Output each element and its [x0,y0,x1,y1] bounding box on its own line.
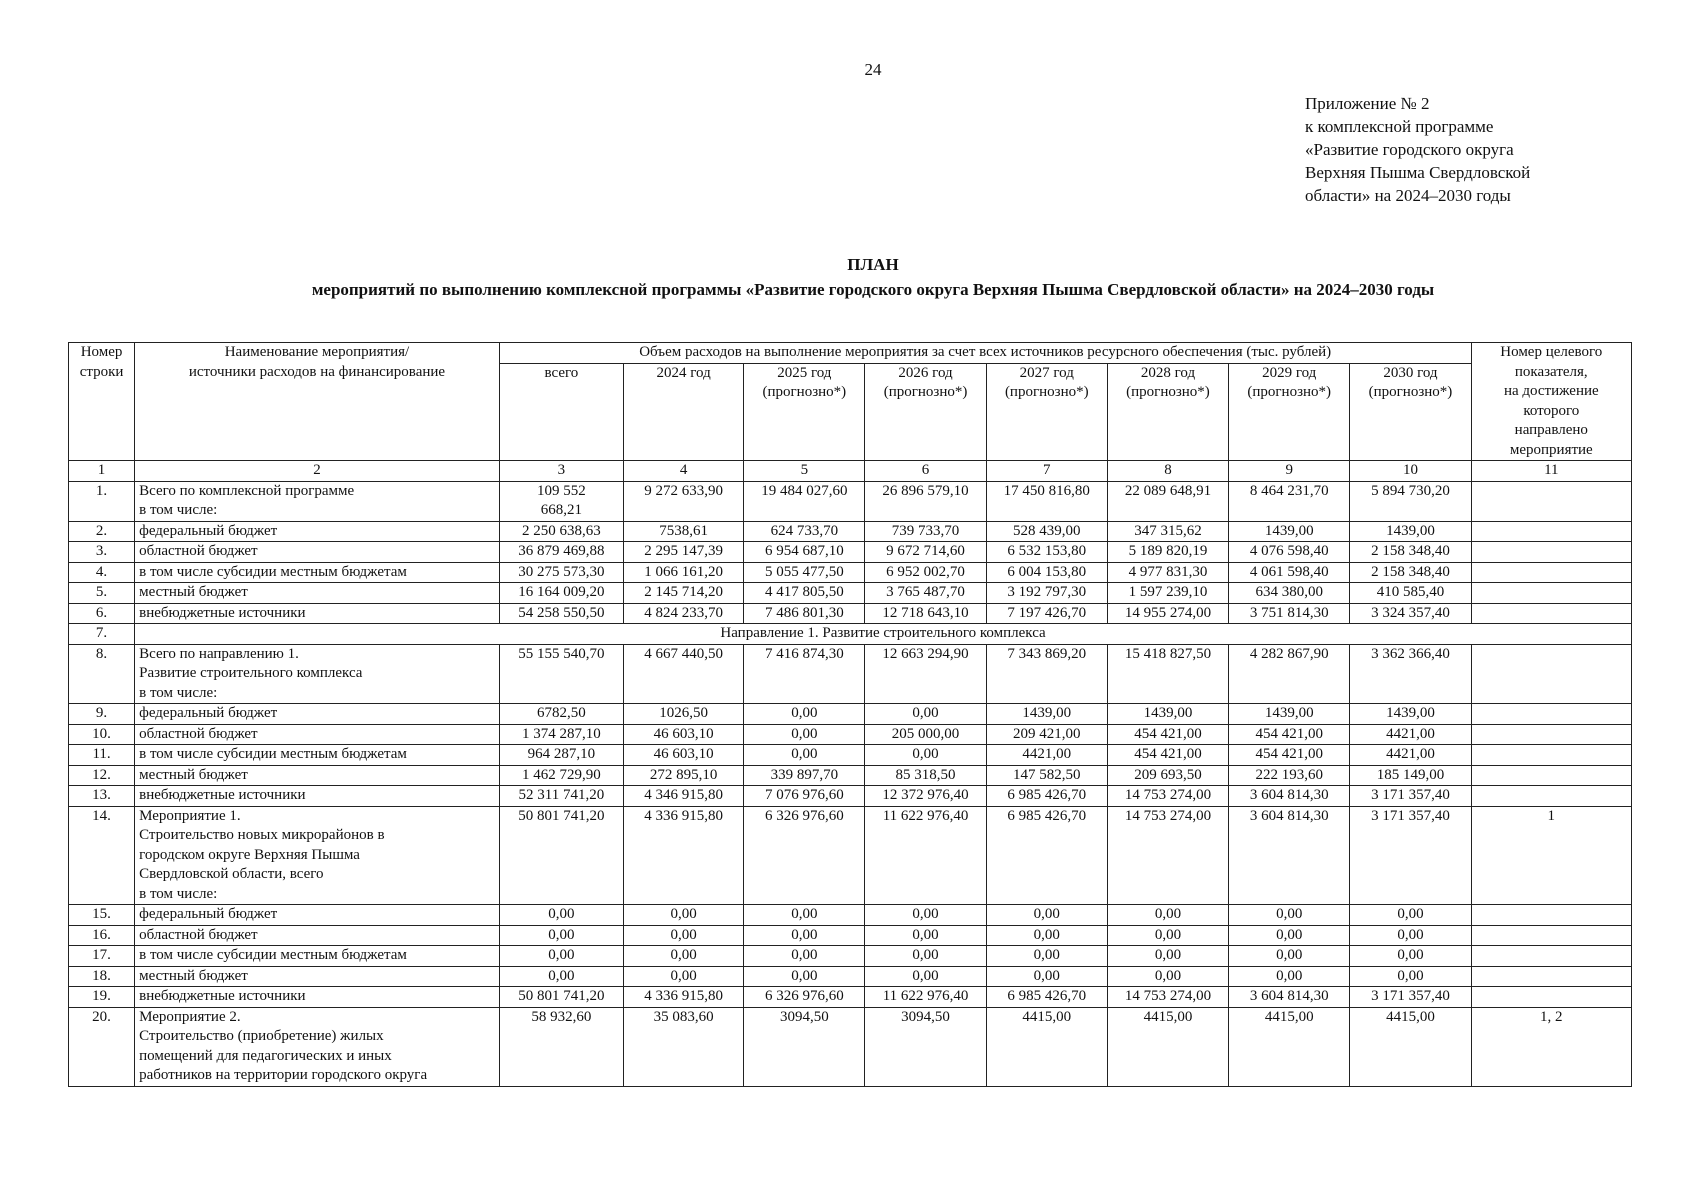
value-cell: 26 896 579,10 [865,481,986,521]
row-name: внебюджетные источники [135,786,500,807]
value-cell: 528 439,00 [986,521,1107,542]
row-number: 16. [69,925,135,946]
target-indicator: 1 [1471,806,1631,905]
value-cell: 147 582,50 [986,765,1107,786]
table-row [69,603,1632,624]
table-row [69,562,1632,583]
value-cell: 454 421,00 [1107,724,1228,745]
value-cell: 1439,00 [986,704,1107,725]
row-number: 9. [69,704,135,725]
value-cell: 339 897,70 [744,765,865,786]
header-year: 2029 год (прогнозно*) [1229,363,1350,460]
value-cell: 624 733,70 [744,521,865,542]
value-cell: 4 346 915,80 [624,786,744,807]
header-year: 2027 год (прогнозно*) [986,363,1107,460]
appendix-line: к комплексной программе [1305,117,1494,136]
header-target: Номер целевого показателя, на достижение которого направлено мероприятие [1471,343,1631,461]
row-name: в том числе субсидии местным бюджетам [135,946,500,967]
row-name: федеральный бюджет [135,704,500,725]
value-cell: 0,00 [1229,925,1350,946]
value-cell: 46 603,10 [624,724,744,745]
row-name: федеральный бюджет [135,521,500,542]
table-row [69,542,1632,563]
target-indicator [1471,987,1631,1008]
value-cell: 410 585,40 [1350,583,1471,604]
value-cell: 6 326 976,60 [744,987,865,1008]
target-indicator: 1, 2 [1471,1007,1631,1086]
row-number: 7. [69,624,135,645]
value-cell: 0,00 [499,905,623,926]
value-cell: 1 597 239,10 [1107,583,1228,604]
row-name: внебюджетные источники [135,603,500,624]
value-cell: 4 667 440,50 [624,644,744,704]
value-cell: 454 421,00 [1229,724,1350,745]
value-cell: 19 484 027,60 [744,481,865,521]
table-row [69,1007,1632,1086]
target-indicator [1471,724,1631,745]
value-cell: 4415,00 [1229,1007,1350,1086]
value-cell: 1026,50 [624,704,744,725]
value-cell: 3 604 814,30 [1229,987,1350,1008]
value-cell: 6 952 002,70 [865,562,986,583]
table-row [69,521,1632,542]
value-cell: 30 275 573,30 [499,562,623,583]
table-row [69,624,1632,645]
value-cell: 205 000,00 [865,724,986,745]
value-cell: 54 258 550,50 [499,603,623,624]
row-name: федеральный бюджет [135,905,500,926]
value-cell: 3 362 366,40 [1350,644,1471,704]
value-cell: 1 066 161,20 [624,562,744,583]
table-row [69,806,1632,905]
value-cell: 9 272 633,90 [624,481,744,521]
value-cell: 0,00 [1350,905,1471,926]
appendix-line: Верхняя Пышма Свердловской [1305,163,1531,182]
row-number: 12. [69,765,135,786]
row-number: 19. [69,987,135,1008]
header-row-number: Номер строки [69,343,135,461]
value-cell: 6 326 976,60 [744,806,865,905]
row-number: 1. [69,481,135,521]
value-cell: 5 894 730,20 [1350,481,1471,521]
value-cell: 3 604 814,30 [1229,786,1350,807]
table-row [69,481,1632,521]
value-cell: 7 076 976,60 [744,786,865,807]
table-row [69,946,1632,967]
table-row [69,905,1632,926]
value-cell: 0,00 [1350,925,1471,946]
value-cell: 0,00 [865,704,986,725]
value-cell: 2 295 147,39 [624,542,744,563]
value-cell: 1439,00 [1107,704,1228,725]
value-cell: 0,00 [744,946,865,967]
table-row [69,724,1632,745]
row-number: 13. [69,786,135,807]
value-cell: 964 287,10 [499,745,623,766]
value-cell: 4421,00 [986,745,1107,766]
target-indicator [1471,644,1631,704]
appendix-line: области» на 2024–2030 годы [1305,186,1511,205]
value-cell: 1 374 287,10 [499,724,623,745]
value-cell: 209 421,00 [986,724,1107,745]
value-cell: 7 343 869,20 [986,644,1107,704]
value-cell: 58 932,60 [499,1007,623,1086]
row-number: 11. [69,745,135,766]
value-cell: 4415,00 [986,1007,1107,1086]
row-name: Всего по направлению 1. Развитие строительного комплекса в том числе: [135,644,500,704]
table-row [69,583,1632,604]
header-year: 2025 год (прогнозно*) [744,363,865,460]
value-cell: 0,00 [1350,946,1471,967]
row-number: 2. [69,521,135,542]
value-cell: 2 158 348,40 [1350,562,1471,583]
target-indicator [1471,925,1631,946]
value-cell: 15 418 827,50 [1107,644,1228,704]
value-cell: 0,00 [744,905,865,926]
row-name: областной бюджет [135,925,500,946]
target-indicator [1471,946,1631,967]
section-heading: Направление 1. Развитие строительного комплекса [135,624,1632,645]
value-cell: 0,00 [1350,966,1471,987]
row-name: в том числе субсидии местным бюджетам [135,745,500,766]
value-cell: 3 171 357,40 [1350,806,1471,905]
column-number: 3 [499,461,623,482]
row-name: областной бюджет [135,542,500,563]
table-row [69,987,1632,1008]
value-cell: 5 189 820,19 [1107,542,1228,563]
appendix-note [1305,92,1530,207]
value-cell: 3 751 814,30 [1229,603,1350,624]
value-cell: 4415,00 [1107,1007,1228,1086]
value-cell: 3094,50 [744,1007,865,1086]
page-number: 24 [864,60,882,79]
value-cell: 2 145 714,20 [624,583,744,604]
table-row [69,925,1632,946]
value-cell: 0,00 [865,966,986,987]
value-cell: 12 718 643,10 [865,603,986,624]
column-number: 4 [624,461,744,482]
value-cell: 0,00 [865,905,986,926]
value-cell: 0,00 [1107,946,1228,967]
target-indicator [1471,481,1631,521]
value-cell: 0,00 [624,946,744,967]
value-cell: 0,00 [744,966,865,987]
row-number: 4. [69,562,135,583]
value-cell: 46 603,10 [624,745,744,766]
target-indicator [1471,521,1631,542]
value-cell: 2 250 638,63 [499,521,623,542]
value-cell: 7 486 801,30 [744,603,865,624]
value-cell: 0,00 [744,704,865,725]
value-cell: 4 282 867,90 [1229,644,1350,704]
value-cell: 0,00 [986,946,1107,967]
table-row [69,765,1632,786]
table-row [69,745,1632,766]
column-number: 2 [135,461,500,482]
value-cell: 3 324 357,40 [1350,603,1471,624]
value-cell: 16 164 009,20 [499,583,623,604]
value-cell: 4 336 915,80 [624,987,744,1008]
value-cell: 35 083,60 [624,1007,744,1086]
value-cell: 4 417 805,50 [744,583,865,604]
header-year: 2028 год (прогнозно*) [1107,363,1228,460]
value-cell: 3094,50 [865,1007,986,1086]
row-number: 15. [69,905,135,926]
value-cell: 7 197 426,70 [986,603,1107,624]
target-indicator [1471,562,1631,583]
column-number: 10 [1350,461,1471,482]
title-heading: ПЛАН [847,255,899,274]
value-cell: 7538,61 [624,521,744,542]
value-cell: 1439,00 [1229,704,1350,725]
value-cell: 634 380,00 [1229,583,1350,604]
value-cell: 4 336 915,80 [624,806,744,905]
value-cell: 0,00 [499,946,623,967]
row-number: 17. [69,946,135,967]
value-cell: 0,00 [865,745,986,766]
value-cell: 14 753 274,00 [1107,987,1228,1008]
value-cell: 4 977 831,30 [1107,562,1228,583]
header-row [69,343,1632,364]
target-indicator [1471,583,1631,604]
value-cell: 0,00 [744,745,865,766]
value-cell: 347 315,62 [1107,521,1228,542]
value-cell: 4421,00 [1350,745,1471,766]
row-number: 3. [69,542,135,563]
value-cell: 85 318,50 [865,765,986,786]
row-number: 14. [69,806,135,905]
value-cell: 272 895,10 [624,765,744,786]
column-number-row [69,461,1632,482]
value-cell: 4 824 233,70 [624,603,744,624]
table-row [69,704,1632,725]
row-name: местный бюджет [135,765,500,786]
value-cell: 6 985 426,70 [986,806,1107,905]
row-name: внебюджетные источники [135,987,500,1008]
value-cell: 0,00 [986,925,1107,946]
value-cell: 0,00 [624,925,744,946]
value-cell: 209 693,50 [1107,765,1228,786]
value-cell: 3 171 357,40 [1350,786,1471,807]
value-cell: 9 672 714,60 [865,542,986,563]
row-name: Всего по комплексной программе в том числе: [135,481,500,521]
target-indicator [1471,542,1631,563]
table-row [69,966,1632,987]
value-cell: 0,00 [1107,966,1228,987]
value-cell: 0,00 [1229,966,1350,987]
value-cell: 11 622 976,40 [865,987,986,1008]
value-cell: 4 061 598,40 [1229,562,1350,583]
plan-table-body [69,481,1632,1086]
header-name: Наименование мероприятия/ источники расходов на финансирование [135,343,500,461]
target-indicator [1471,745,1631,766]
value-cell: 3 604 814,30 [1229,806,1350,905]
value-cell: 36 879 469,88 [499,542,623,563]
value-cell: 12 663 294,90 [865,644,986,704]
value-cell: 6 004 153,80 [986,562,1107,583]
plan-table [68,342,1632,1087]
value-cell: 4415,00 [1350,1007,1471,1086]
appendix-line: Приложение № 2 [1305,94,1430,113]
value-cell: 3 171 357,40 [1350,987,1471,1008]
document-title [60,252,1686,302]
row-number: 6. [69,603,135,624]
value-cell: 8 464 231,70 [1229,481,1350,521]
value-cell: 50 801 741,20 [499,987,623,1008]
row-name: областной бюджет [135,724,500,745]
row-number: 5. [69,583,135,604]
value-cell: 0,00 [1229,905,1350,926]
value-cell: 0,00 [624,966,744,987]
value-cell: 1439,00 [1229,521,1350,542]
target-indicator [1471,765,1631,786]
column-number: 7 [986,461,1107,482]
column-number: 9 [1229,461,1350,482]
value-cell: 14 753 274,00 [1107,806,1228,905]
value-cell: 0,00 [744,925,865,946]
column-number: 11 [1471,461,1631,482]
row-number: 20. [69,1007,135,1086]
value-cell: 222 193,60 [1229,765,1350,786]
value-cell: 22 089 648,91 [1107,481,1228,521]
value-cell: 739 733,70 [865,521,986,542]
value-cell: 185 149,00 [1350,765,1471,786]
value-cell: 5 055 477,50 [744,562,865,583]
table-row [69,644,1632,704]
value-cell: 3 192 797,30 [986,583,1107,604]
value-cell: 55 155 540,70 [499,644,623,704]
row-number: 8. [69,644,135,704]
title-subheading: мероприятий по выполнению комплексной программы «Развитие городского округа Верхняя Пышма Свердловской области» на 2024–2030 годы [311,280,1435,299]
appendix-line: «Развитие городского округа [1305,140,1514,159]
value-cell: 12 372 976,40 [865,786,986,807]
column-number: 8 [1107,461,1228,482]
value-cell: 109 552 668,21 [499,481,623,521]
value-cell: 3 765 487,70 [865,583,986,604]
value-cell: 454 421,00 [1229,745,1350,766]
value-cell: 0,00 [499,925,623,946]
header-year: 2024 год [624,363,744,460]
row-name: местный бюджет [135,583,500,604]
table-row [69,786,1632,807]
value-cell: 1 462 729,90 [499,765,623,786]
column-number: 5 [744,461,865,482]
value-cell: 11 622 976,40 [865,806,986,905]
value-cell: 2 158 348,40 [1350,542,1471,563]
header-volume: Объем расходов на выполнение мероприятия за счет всех источников ресурсного обеспечения (тыс. рублей) [499,343,1471,364]
target-indicator [1471,603,1631,624]
value-cell: 14 955 274,00 [1107,603,1228,624]
value-cell: 50 801 741,20 [499,806,623,905]
row-number: 10. [69,724,135,745]
value-cell: 17 450 816,80 [986,481,1107,521]
value-cell: 1439,00 [1350,704,1471,725]
target-indicator [1471,704,1631,725]
value-cell: 1439,00 [1350,521,1471,542]
target-indicator [1471,905,1631,926]
value-cell: 6782,50 [499,704,623,725]
value-cell: 0,00 [1229,946,1350,967]
value-cell: 0,00 [986,905,1107,926]
value-cell: 6 954 687,10 [744,542,865,563]
value-cell: 52 311 741,20 [499,786,623,807]
value-cell: 0,00 [865,946,986,967]
value-cell: 7 416 874,30 [744,644,865,704]
value-cell: 0,00 [624,905,744,926]
value-cell: 0,00 [1107,905,1228,926]
target-indicator [1471,966,1631,987]
row-number: 18. [69,966,135,987]
value-cell: 0,00 [986,966,1107,987]
value-cell: 4 076 598,40 [1229,542,1350,563]
header-year: 2030 год (прогнозно*) [1350,363,1471,460]
value-cell: 6 985 426,70 [986,786,1107,807]
value-cell: 454 421,00 [1107,745,1228,766]
row-name: местный бюджет [135,966,500,987]
value-cell: 0,00 [499,966,623,987]
column-number: 6 [865,461,986,482]
target-indicator [1471,786,1631,807]
value-cell: 0,00 [744,724,865,745]
value-cell: 4421,00 [1350,724,1471,745]
value-cell: 0,00 [1107,925,1228,946]
value-cell: 14 753 274,00 [1107,786,1228,807]
header-year: 2026 год (прогнозно*) [865,363,986,460]
value-cell: 6 532 153,80 [986,542,1107,563]
column-number: 1 [69,461,135,482]
row-name: Мероприятие 1. Строительство новых микрорайонов в городском округе Верхняя Пышма Свердловской области, всего в том числе: [135,806,500,905]
value-cell: 6 985 426,70 [986,987,1107,1008]
row-name: в том числе субсидии местным бюджетам [135,562,500,583]
header-year: всего [499,363,623,460]
row-name: Мероприятие 2. Строительство (приобретение) жилых помещений для педагогических и иных работников на территории городского округа [135,1007,500,1086]
value-cell: 0,00 [865,925,986,946]
